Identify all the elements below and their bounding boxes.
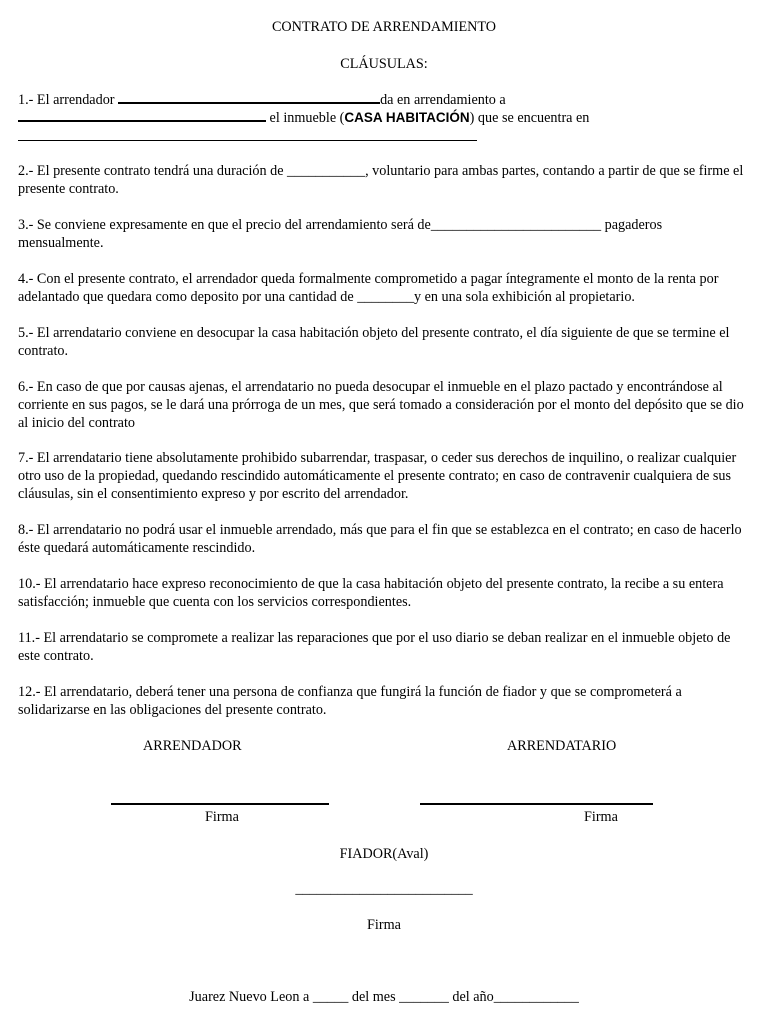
clause-1-text-a: 1.- El arrendador (18, 92, 119, 108)
arrendatario-name-blank (18, 120, 266, 122)
clause-1 (18, 91, 748, 127)
arrendador-label: ARRENDADOR (143, 738, 242, 754)
clauses-heading: CLÁUSULAS: (340, 56, 428, 72)
fiador-signature-line: _________________________ (295, 881, 473, 897)
place-date-line: Juarez Nuevo Leon a _____ del mes _______ del año____________ (189, 989, 579, 1005)
clause-1-text-c: el inmueble ( (266, 110, 345, 126)
arrendador-signature-line (111, 803, 329, 805)
clause-6: 6.- En caso de que por causas ajenas, el arrendatario no pueda desocupar el inmueble en el plazo pactado y encontrándose al corriente en sus pagos, se le dará una prórroga de un mes, que será tomado a consideración por el monto del depósito que se dio al inicio del contrato (18, 379, 744, 431)
arrendatario-label: ARRENDATARIO (507, 738, 617, 754)
arrendatario-firma-label: Firma (584, 809, 618, 825)
clause-2: 2.- El presente contrato tendrá una duración de ___________, voluntario para ambas partes, contando a partir de que se firme el presente contrato. (18, 163, 744, 197)
clause-5: 5.- El arrendatario conviene en desocupar la casa habitación objeto del presente contrato, el día siguiente de que se termine el contrato. (18, 325, 730, 359)
clause-10: 10.- El arrendatario hace expreso reconocimiento de que la casa habitación objeto del presente contrato, la recibe a su entera satisfacción; inmueble que cuenta con los servicios correspondientes. (18, 576, 724, 610)
clause-1-text-b: da en arrendamiento a (380, 92, 506, 108)
clause-7: 7.- El arrendatario tiene absolutamente prohibido subarrendar, traspasar, o ceder sus derechos de inquilino, o realizar cualquier otro uso de la propiedad, quedando rescindido automáticamente el presente contrato; en caso de contravenir cualquiera de sus cláusulas, sin el consentimiento expreso y por escrito del arrendador. (18, 450, 737, 502)
fiador-firma-label: Firma (367, 917, 401, 933)
clause-12: 12.- El arrendatario, deberá tener una persona de confianza que fungirá la función de fiador y que se comprometerá a solidarizarse en las obligaciones del presente contrato. (18, 684, 682, 718)
clause-1-text-d: ) que se encuentra en (469, 110, 590, 126)
clause-4: 4.- Con el presente contrato, el arrendador queda formalmente comprometido a pagar íntegramente el monto de la renta por adelantado que quedara como deposito por una cantidad de ________y en una sola exhibición al propietario. (18, 271, 719, 305)
clause-1-line-2 (18, 109, 748, 127)
clause-8: 8.- El arrendatario no podrá usar el inmueble arrendado, más que para el fin que se establezca en el contrato; en caso de hacerlo éste quedará automáticamente rescindido. (18, 522, 742, 556)
clause-3: 3.- Se conviene expresamente en que el precio del arrendamiento será de________________________ pagaderos mensualmente. (18, 217, 663, 251)
property-type: CASA HABITACIÓN (344, 110, 470, 125)
clause-1-line-1 (18, 91, 748, 109)
arrendatario-signature-line (420, 803, 653, 805)
address-blank (18, 140, 477, 141)
fiador-label: FIADOR(Aval) (339, 846, 429, 862)
clause-11: 11.- El arrendatario se compromete a realizar las reparaciones que por el uso diario se deban realizar en el inmueble objeto de este contrato. (18, 630, 731, 664)
arrendador-name-blank (118, 102, 380, 104)
document-title: CONTRATO DE ARRENDAMIENTO (271, 19, 497, 35)
arrendador-firma-label: Firma (205, 809, 239, 825)
